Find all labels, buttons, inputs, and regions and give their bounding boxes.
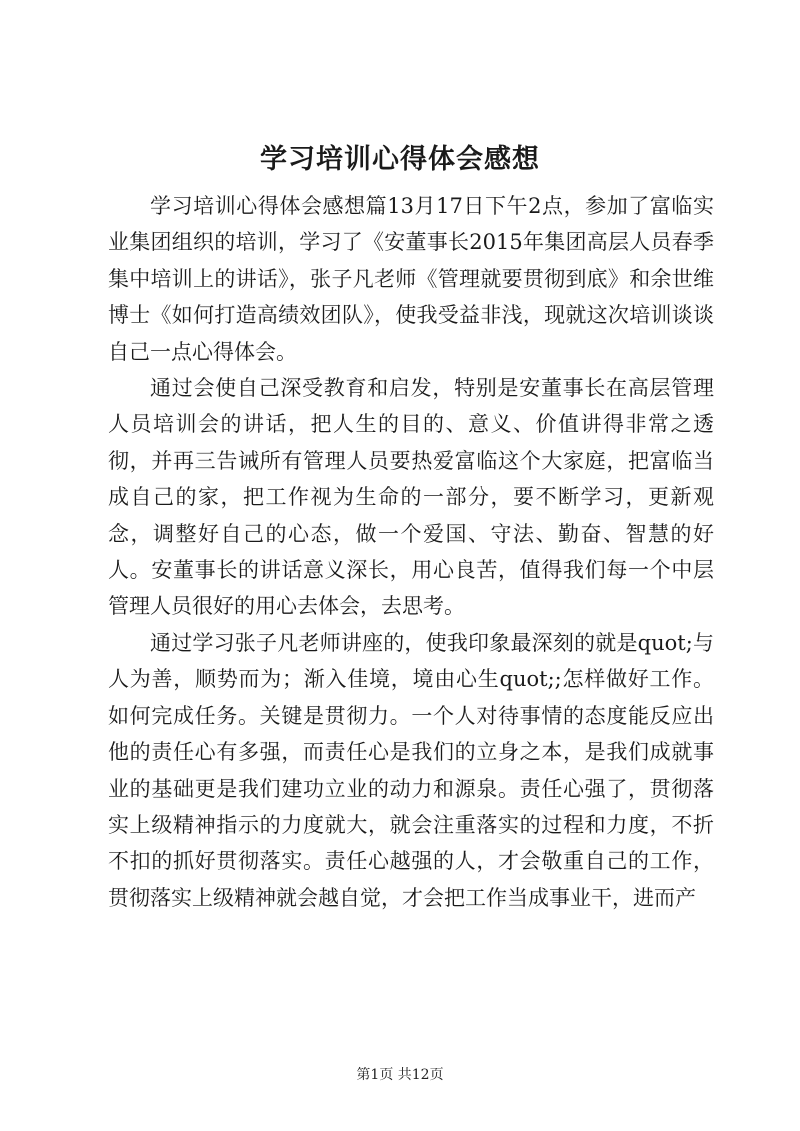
page-number-footer: 第1页 共12页 [356, 1067, 444, 1083]
document-title: 学习培训心得体会感想 [260, 144, 540, 175]
paragraph-1: 学习培训心得体会感想篇13月17日下午2点，参加了富临实业集团组织的培训，学习了《安董事长2015年集团高层人员春季集中培训上的讲话》，张子凡老师《管理就要贯彻到底》和余世维博士《如何打造高绩效团队》，使我受益非浅，现就这次培训谈谈自己一点心得体会。 [108, 194, 714, 364]
paragraph-2: 通过会使自己深受教育和启发，特别是安董事长在高层管理人员培训会的讲话，把人生的目的、意义、价值讲得非常之透彻，并再三告诫所有管理人员要热爱富临这个大家庭，把富临当成自己的家，把工作视为生命的一部分，要不断学习，更新观念，调整好自己的心态，做一个爱国、守法、勤奋、智慧的好人。安董事长的讲话意义深长，用心良苦，值得我们每一个中层管理人员很好的用心去体会，去思考。 [108, 376, 714, 619]
document-body [108, 188, 714, 916]
paragraph-3: 通过学习张子凡老师讲座的，使我印象最深刻的就是quot;与人为善，顺势而为；渐入佳境，境由心生quot;;怎样做好工作。如何完成任务。关键是贯彻力。一个人对待事情的态度能反应出他的责任心有多强，而责任心是我们的立身之本，是我们成就事业的基础更是我们建功立业的动力和源泉。责任心强了，贯彻落实上级精神指示的力度就大，就会注重落实的过程和力度，不折不扣的抓好贯彻落实。责任心越强的人，才会敬重自己的工作，贯彻落实上级精神就会越自觉，才会把工作当成事业干，进而产 [108, 630, 714, 910]
